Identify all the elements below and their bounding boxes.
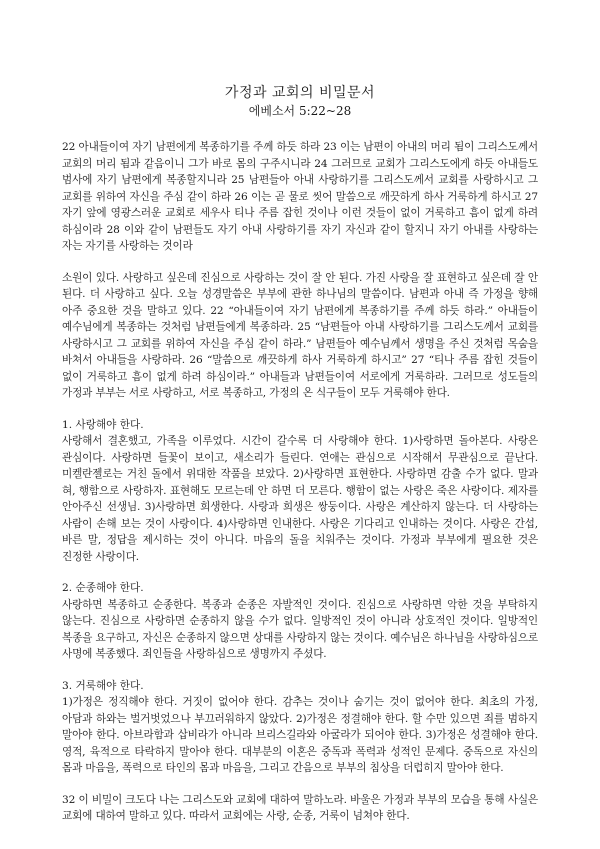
document-subtitle: 에베소서 5:22~28 (248, 104, 352, 118)
scripture-paragraph: 22 아내들이여 자기 남편에게 복종하기를 주께 하듯 하라 23 이는 남편이 아내의 머리 됨이 그리스도께서 교회의 머리 됨과 같음이니 그가 바로 몸의 구주시니라 24 그러므로 교회가 그리스도에게 하듯 아내들도 범사에 자기 남편에게 복종할지니라 25 남편들아 아내 사랑하기를 그리스도께서 교회를 사랑하시고 그 교회를 위하여 자신을 주심 같이 하라 26 이는 곧 물로 씻어 말씀으로 깨끗하게 하사 거룩하게 하시고 27 자기 앞에 영광스러운 교회로 세우사 티나 주름 잡힌 것이나 이런 것들이 없이 거룩하고 흠이 없게 하려 하심이라 28 이와 같이 남편들도 자기 아내 사랑하기를 자기 자신과 같이 할지니 자기 아내를 사랑하는 자는 자기를 사랑하는 것이라 (62, 141, 538, 252)
section-body: 1)가정은 정직해야 한다. 거짓이 없어야 한다. 감추는 것이나 숨기는 것이 없어야 한다. 최초의 가정, 아담과 하와는 벌거벗었으나 부끄러워하지 않았다. 2)가정은 정결해야 한다. 할 수만 있으면 죄를 범하지 말아야 한다. 아브라함과 삽비라가 아니라 브리스길라와 아굴라가 되어야 한다. 3)가정은 성결해야 한다. 영적, 육적으로 타락하지 말아야 한다. 대부분의 이혼은 중독과 폭력과 성적인 문제다. 중독으로 자신의 몸과 마음을, 폭력으로 타인의 몸과 마음을, 그리고 간음으로 부부의 침상을 더럽히지 말아야 한다. (62, 696, 538, 774)
section-heading: 1. 사랑해야 한다. (62, 418, 144, 431)
section-body: 사랑하면 복종하고 순종한다. 복종과 순종은 자발적인 것이다. 진심으로 사랑하면 악한 것을 부탁하지 않는다. 진심으로 사랑하면 순종하지 않을 수가 없다. 일방적인 것이 아니라 상호적인 것이다. 일방적인 복종을 요구하고, 자신은 순종하지 않으면 상대를 사랑하지 않는 것이다. 예수님은 하나님을 사랑하심으로 사명에 복종했다. 죄인들을 사랑하심으로 생명까지 주셨다. (62, 598, 538, 660)
closing-paragraph: 32 이 비밀이 크도다 나는 그리스도와 교회에 대하여 말하노라. 바울은 가정과 부부의 모습을 통해 사실은 교회에 대하여 말하고 있다. 따라서 교회에는 사랑, 순종, 거룩이 넘쳐야 한다. (62, 793, 538, 822)
section-heading: 2. 순종해야 한다. (62, 582, 144, 594)
document-title: 가정과 교회의 비밀문서 (224, 85, 376, 101)
section-heading: 3. 거룩해야 한다. (62, 679, 144, 692)
section-obedience (62, 580, 538, 663)
section-holiness (62, 678, 538, 777)
intro-paragraph: 소원이 있다. 사랑하고 싶은데 진심으로 사랑하는 것이 잘 안 된다. 가진 사랑을 잘 표현하고 싶은데 잘 안 된다. 더 사랑하고 싶다. 오늘 성경말씀은 부부에 관한 하나님의 말씀이다. 남편과 아내 즉 가정을 향해 아주 중요한 것을 말하고 있다. 22 “아내들이여 자기 남편에게 복종하기를 주께 하듯 하라.” 아내들이 예수님에게 복종하는 것처럼 남편들에게 복종하라. 25 “남편들아 아내 사랑하기를 그리스도께서 교회를 사랑하시고 그 교회를 위하여 자신을 주심 같이 하라.” 남편들아 예수님께서 생명을 주신 것처럼 목숨을 바쳐서 아내들을 사랑하라. 26 “말씀으로 깨끗하게 하사 거룩하게 하시고” 27 “티나 주름 잡힌 것들이 없이 거룩하고 흠이 없게 하려 하심이라.” 아내들과 남편들이여 서로에게 거룩하라. 그러므로 성도들의 가정과 부부는 서로 사랑하고, 서로 복종하고, 가정의 온 식구들이 모두 거룩해야 한다. (62, 271, 538, 399)
section-love (62, 417, 538, 566)
section-body: 사랑해서 결혼했고, 가족을 이루었다. 시간이 갈수록 더 사랑해야 한다. 1)사랑하면 돌아본다. 사랑은 관심이다. 사랑하면 들꽃이 보이고, 새소리가 들린다. 연애는 관심으로 시작해서 무관심으로 끝난다. 미켈란젤로는 거친 돌에서 위대한 작품을 보았다. 2)사랑하면 표현한다. 사랑하면 감출 수가 없다. 말과 혀, 행함으로 사랑하자. 표현해도 모르는데 안 하면 더 모른다. 행함이 없는 사랑은 죽은 사랑이다. 제자를 안아주신 선생님. 3)사랑하면 희생한다. 사랑과 희생은 쌍둥이다. 사랑은 계산하지 않는다. 더 사랑하는 사람이 손해 보는 것이 사랑이다. 4)사랑하면 인내한다. 사랑은 기다리고 인내하는 것이다. 사랑은 간섭, 바른 말, 정답을 제시하는 것이 아니다. 마음의 돌을 치워주는 것이다. 가정과 부부에게 필요한 것은 진정한 사랑이다. (62, 435, 538, 563)
